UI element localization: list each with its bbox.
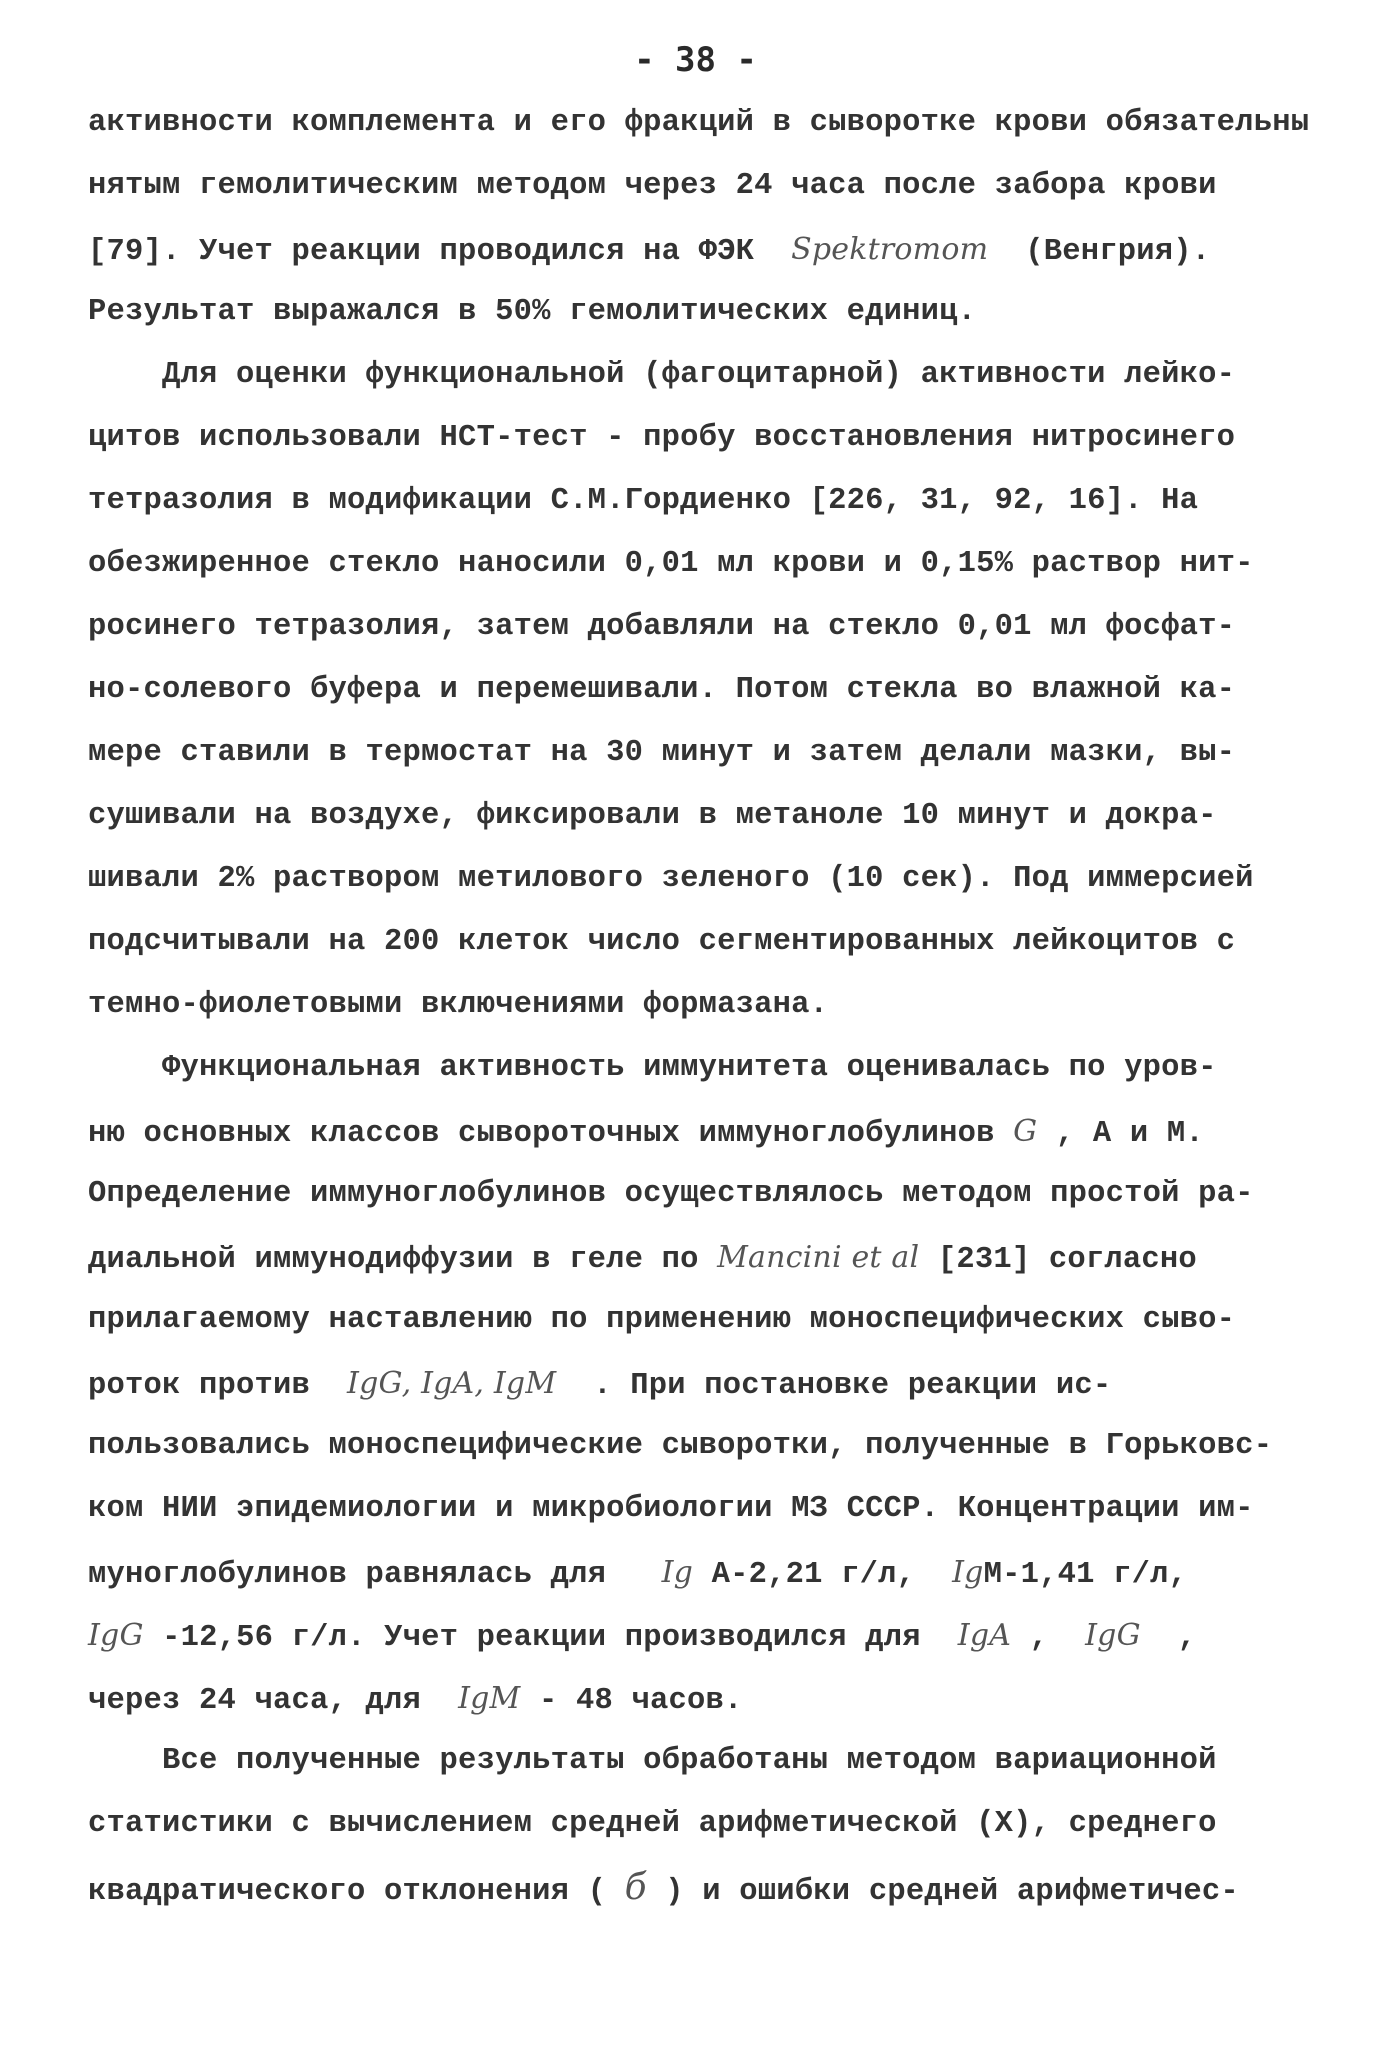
text-line	[88, 470, 1318, 533]
handwritten-insert: Mancini et al	[717, 1240, 920, 1275]
text-line	[88, 785, 1318, 848]
text-line	[88, 1163, 1318, 1226]
text-line	[88, 596, 1318, 659]
text-line	[88, 281, 1318, 344]
handwritten-insert: IgG	[88, 1618, 144, 1653]
handwritten-insert: G	[1013, 1114, 1038, 1149]
text-line	[88, 722, 1318, 785]
typed-text: темно-фиолетовыми включениями формазана.	[88, 988, 829, 1022]
typed-text: подсчитывали на 200 клеток число сегментированных лейкоцитов с	[88, 925, 1236, 959]
handwritten-insert: IgG	[1085, 1618, 1141, 1653]
text-line	[88, 1793, 1318, 1856]
text-line	[88, 1352, 1318, 1415]
text-line	[88, 1667, 1318, 1730]
typed-text: мере ставили в термостат на 30 минут и затем делали мазки, вы-	[88, 736, 1236, 770]
typed-text: Функциональная активность иммунитета оценивалась по уров-	[88, 1051, 1217, 1085]
handwritten-insert: Spektromom	[791, 232, 989, 267]
handwritten-insert: Ig	[952, 1555, 984, 1590]
text-line	[88, 659, 1318, 722]
typed-text: шивали 2% раствором метилового зеленого (10 сек). Под иммерсией	[88, 862, 1254, 896]
text-line	[88, 1289, 1318, 1352]
typed-text: -12,56 г/л. Учет реакции производился для	[143, 1621, 958, 1655]
typed-text: ком НИИ эпидемиологии и микробиологии МЗ СССР. Концентрации им-	[88, 1492, 1254, 1526]
handwritten-insert: IgG, IgA, IgM	[347, 1366, 557, 1401]
typed-text: ,	[1140, 1621, 1197, 1655]
text-line	[88, 344, 1318, 407]
text-line	[88, 407, 1318, 470]
typed-text: Результат выражался в 50% гемолитических единиц.	[88, 295, 977, 329]
typed-text: М-1,41 г/л,	[983, 1558, 1188, 1592]
text-line	[88, 1478, 1318, 1541]
text-line	[88, 92, 1318, 155]
text-line	[88, 1037, 1318, 1100]
typed-text: [231] согласно	[919, 1243, 1197, 1277]
text-line	[88, 155, 1318, 218]
typed-text: роток против	[88, 1369, 348, 1403]
typed-text: (Венгрия).	[988, 235, 1211, 269]
text-line	[88, 848, 1318, 911]
typed-text: пользовались моноспецифические сыворотки, полученные в Горьковс-	[88, 1429, 1273, 1463]
typed-text: ) и ошибки средней арифметичес-	[646, 1875, 1239, 1909]
handwritten-insert: IgA	[957, 1618, 1012, 1653]
text-line	[88, 218, 1318, 281]
typed-text: сушивали на воздухе, фиксировали в метаноле 10 минут и докра-	[88, 799, 1217, 833]
handwritten-insert: б	[624, 1867, 647, 1908]
text-line	[88, 911, 1318, 974]
typed-text: обезжиренное стекло наносили 0,01 мл крови и 0,15% раствор нит-	[88, 547, 1254, 581]
typed-text: - 48 часов.	[520, 1684, 743, 1718]
typed-text: нятым гемолитическим методом через 24 часа после забора крови	[88, 169, 1217, 203]
typed-text: но-солевого буфера и перемешивали. Потом стекла во влажной ка-	[88, 673, 1236, 707]
typed-text: цитов использовали НСТ-тест - пробу восстановления нитросинего	[88, 421, 1236, 455]
text-line	[88, 1856, 1318, 1919]
text-line	[88, 1415, 1318, 1478]
typed-text: через 24 часа, для	[88, 1684, 459, 1718]
typed-text: Для оценки функциональной (фагоцитарной) активности лейко-	[88, 358, 1236, 392]
handwritten-insert: IgM	[458, 1681, 521, 1716]
typed-text: диальной иммунодиффузии в геле по	[88, 1243, 718, 1277]
typed-text: ню основных классов сывороточных иммуноглобулинов	[88, 1117, 1014, 1151]
typed-text: муноглобулинов равнялась для	[88, 1558, 662, 1592]
typed-text: А-2,21 г/л,	[693, 1558, 953, 1592]
typed-text: . При постановке реакции ис-	[556, 1369, 1112, 1403]
typed-text: росинего тетразолия, затем добавляли на стекло 0,01 мл фосфат-	[88, 610, 1236, 644]
page-number: - 38 -	[634, 40, 757, 80]
text-line	[88, 1541, 1318, 1604]
text-line	[88, 1730, 1318, 1793]
typed-text: Определение иммуноглобулинов осуществлялось методом простой ра-	[88, 1177, 1254, 1211]
typed-text: активности комплемента и его фракций в сыворотке крови обязательны	[88, 106, 1310, 140]
text-line	[88, 1100, 1318, 1163]
text-line	[88, 1604, 1318, 1667]
typed-text: прилагаемому наставлению по применению моноспецифических сыво-	[88, 1303, 1236, 1337]
typed-text: статистики с вычислением средней арифметической (Х), среднего	[88, 1807, 1217, 1841]
text-line	[88, 974, 1318, 1037]
text-line	[88, 533, 1318, 596]
text-line	[88, 1226, 1318, 1289]
body-text	[88, 92, 1318, 1919]
typed-text: квадратического отклонения (	[88, 1875, 625, 1909]
typed-text: тетразолия в модификации С.М.Гордиенко [226, 31, 92, 16]. На	[88, 484, 1199, 518]
typed-text: Все полученные результаты обработаны методом вариационной	[88, 1744, 1217, 1778]
handwritten-insert: Ig	[661, 1555, 694, 1590]
typed-text: [79]. Учет реакции проводился на ФЭК	[88, 235, 792, 269]
typed-text: ,	[1011, 1621, 1086, 1655]
typed-text: , А и М.	[1037, 1117, 1204, 1151]
